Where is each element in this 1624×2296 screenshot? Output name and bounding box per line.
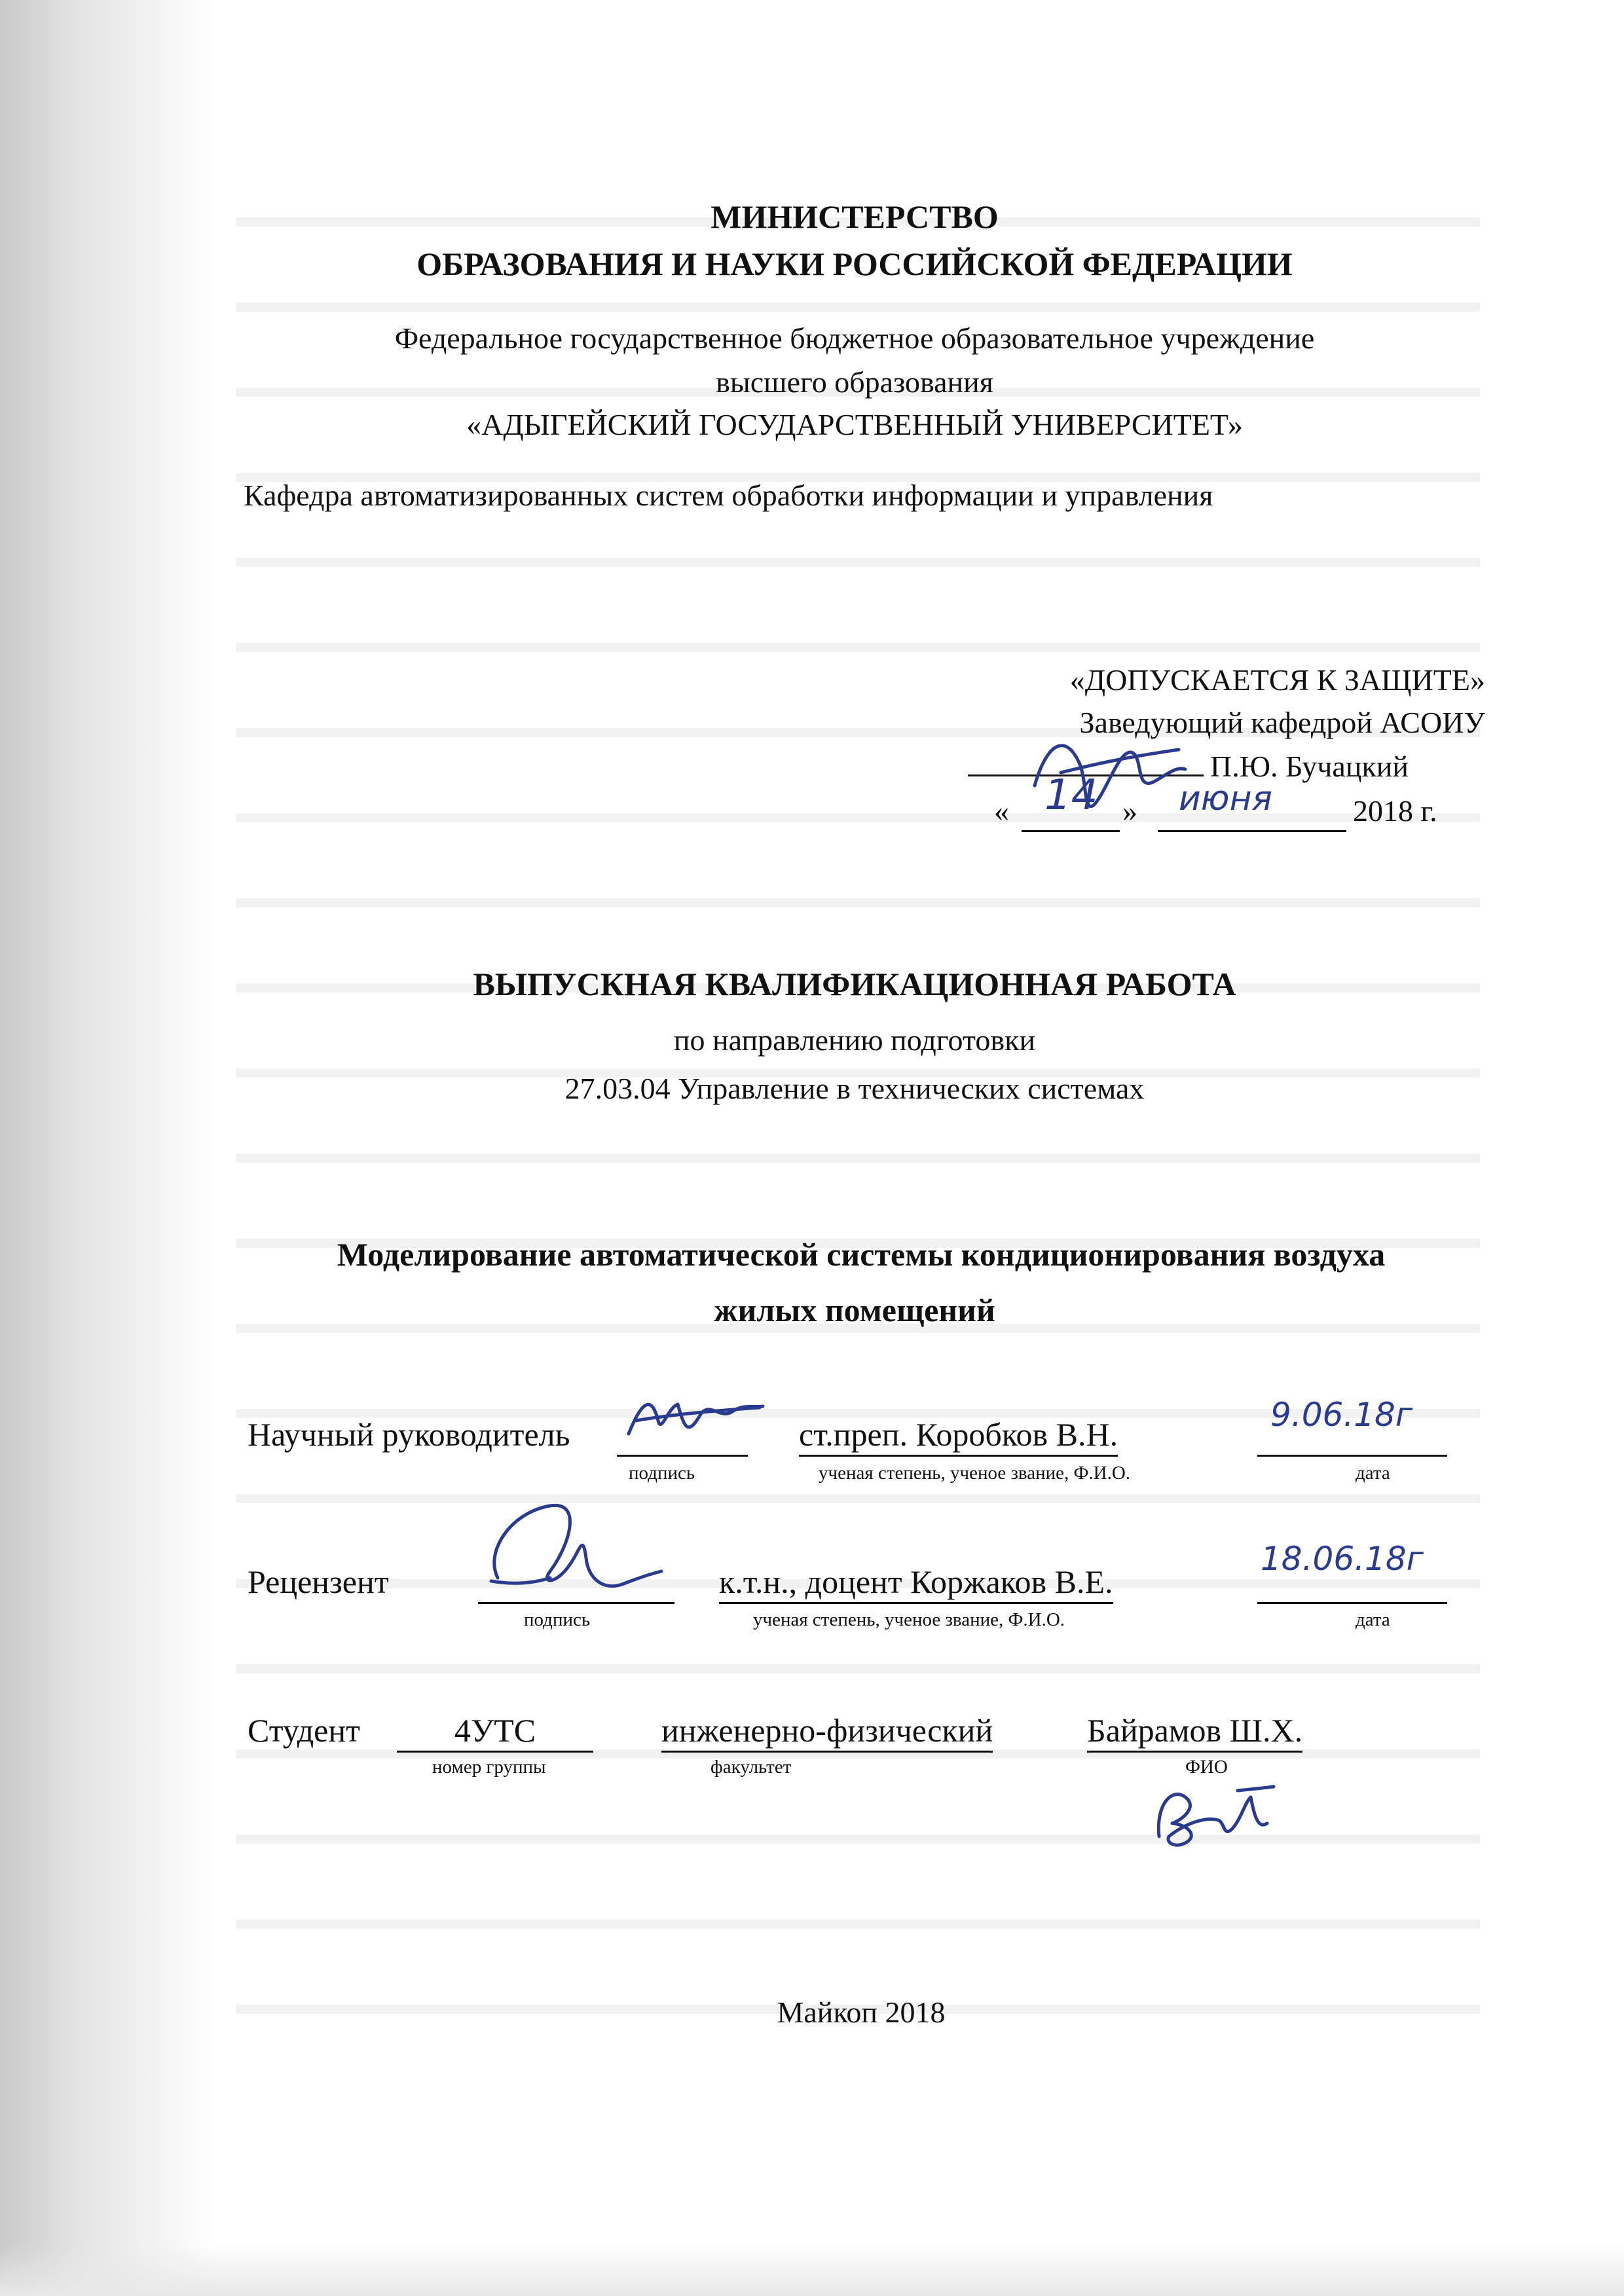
student-name-field [1087,1710,1302,1753]
supervisor-role: Научный руководитель [248,1416,570,1453]
supervisor-name-text: ст.преп. Коробков В.Н. [799,1414,1118,1457]
city-year: Майкоп 2018 [777,1995,946,2029]
student-group-field [397,1710,593,1753]
reviewer-caption-signature: подпись [524,1609,591,1630]
work-type: ВЫПУСКНАЯ КВАЛИФИКАЦИОННАЯ РАБОТА [473,966,1236,1002]
university-name: «АДЫГЕЙСКИЙ ГОСУДАРСТВЕННЫЙ УНИВЕРСИТЕТ» [466,408,1243,441]
supervisor-caption-signature: подпись [629,1463,695,1484]
approval-position: Заведующий кафедрой АСОИУ [1079,706,1485,739]
student-caption-faculty: факультет [710,1757,792,1777]
reviewer-name-text: к.т.н., доцент Коржаков В.Е. [719,1561,1113,1604]
direction-name: 27.03.04 Управление в технических системах [564,1072,1145,1105]
direction-label: по направлению подготовки [673,1023,1036,1057]
supervisor-signature [622,1381,766,1457]
student-caption-group: номер группы [432,1757,546,1777]
student-signature [1146,1777,1277,1853]
reviewer-caption-degree: ученая степень, ученое звание, Ф.И.О. [753,1609,1065,1630]
supervisor-date: 9.06.18г [1270,1396,1413,1434]
reviewer-role: Рецензент [248,1563,389,1600]
student-name: Байрамов Ш.Х. [1087,1710,1302,1753]
student-group: 4УТС [454,1712,536,1749]
student-faculty: инженерно-физический [661,1710,993,1753]
approval-day: 14 [1044,771,1098,820]
ministry-line-1: МИНИСТЕРСТВО [710,198,999,235]
scan-shadow-bottom [0,2244,1624,2296]
approval-date-quote-close: » [1122,794,1137,828]
institution-line-1: Федеральное государственное бюджетное образовательное учреждение [394,321,1315,355]
student-role: Студент [248,1712,360,1749]
reviewer-caption-date: дата [1356,1609,1390,1630]
approval-date-quote-open: « [994,794,1009,828]
reviewer-signature [471,1486,668,1614]
supervisor-caption-degree: ученая степень, ученое звание, Ф.И.О. [819,1463,1131,1484]
topic-line-1: Моделирование автоматической системы кондиционирования воздуха [337,1236,1386,1273]
reviewer-date: 18.06.18г [1261,1540,1424,1578]
reviewer-name [719,1561,1113,1604]
approval-name: П.Ю. Бучацкий [1210,750,1409,783]
approval-year: 2018 г. [1353,794,1437,828]
ministry-line-2: ОБРАЗОВАНИЯ И НАУКИ РОССИЙСКОЙ ФЕДЕРАЦИИ [416,246,1293,282]
approval-title: «ДОПУСКАЕТСЯ К ЗАЩИТЕ» [1069,663,1485,697]
supervisor-name [799,1414,1118,1457]
student-caption-name: ФИО [1185,1757,1228,1777]
student-faculty-field [661,1710,993,1753]
institution-line-2: высшего образования [716,365,993,399]
supervisor-caption-date: дата [1356,1463,1390,1484]
approval-month: июня [1179,779,1272,818]
department-name: Кафедра автоматизированных систем обработки информации и управления [244,479,1213,512]
topic-line-2: жилых помещений [714,1292,995,1328]
